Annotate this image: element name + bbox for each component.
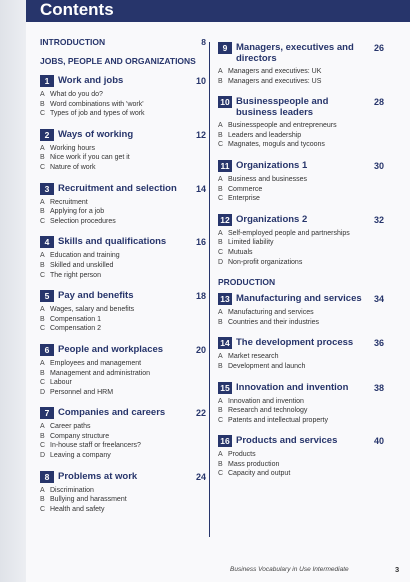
unit-page-number: 16: [195, 237, 206, 248]
topic-letter: C: [40, 325, 46, 333]
topic-item: [218, 185, 384, 195]
topic-letter: B: [40, 208, 45, 216]
topic-text: Products: [228, 451, 256, 459]
topic-text: What do you do?: [50, 91, 103, 98]
topic-item: [218, 362, 384, 372]
unit-page-number: 34: [373, 294, 384, 305]
topic-item: [40, 315, 206, 325]
topic-text: Applying for a job: [50, 208, 105, 216]
topic-text: Patents and intellectual property: [228, 416, 329, 424]
unit-topic-list: [218, 397, 384, 426]
unit-entry: [218, 382, 384, 426]
unit-title: The development process: [236, 337, 354, 349]
unit-entry: [218, 214, 384, 267]
topic-text: Working hours: [50, 144, 96, 152]
unit-number-badge: 10: [218, 96, 232, 108]
topic-text: Market research: [228, 353, 279, 361]
topic-item: [40, 100, 206, 110]
topic-item: [218, 194, 384, 204]
topic-text: Selection procedures: [50, 217, 116, 225]
topic-item: [218, 352, 384, 362]
unit-topic-list: [40, 90, 206, 119]
unit-entry: [40, 344, 206, 397]
unit-number-badge: 9: [218, 42, 232, 54]
unit-topic-list: [40, 305, 206, 334]
topic-item: [40, 324, 206, 334]
unit-topic-list: [218, 450, 384, 479]
topic-text: Career paths: [50, 423, 91, 431]
unit-page-number: 20: [195, 344, 206, 355]
unit-heading: [218, 160, 384, 172]
unit-topic-list: [218, 121, 384, 150]
unit-topic-list: [218, 175, 384, 204]
unit-number-badge: 7: [40, 407, 54, 419]
topic-letter: D: [40, 452, 46, 460]
unit-number-badge: 1: [40, 75, 54, 87]
topic-item: [218, 469, 384, 479]
unit-number-badge: 15: [218, 382, 232, 394]
topic-letter: A: [218, 68, 223, 75]
topic-letter: C: [218, 248, 224, 256]
page-number: 3: [395, 565, 400, 574]
topic-item: [218, 397, 384, 407]
topic-text: Company structure: [50, 432, 110, 440]
unit-number-badge: 12: [218, 214, 232, 226]
topic-letter: B: [218, 131, 223, 139]
topic-text: Recruitment: [50, 198, 88, 206]
topic-text: In-house staff or freelancers?: [50, 442, 141, 450]
topic-item: [40, 109, 206, 119]
topic-item: [218, 318, 384, 328]
unit-title: Managers, executives and directors: [236, 42, 354, 64]
unit-page-number: 24: [195, 471, 206, 482]
topic-item: [40, 198, 206, 208]
topic-letter: A: [40, 91, 45, 98]
topic-item: [218, 131, 384, 141]
unit-topic-list: [218, 352, 384, 371]
book-title-footer: Business Vocabulary in Use Intermediate: [230, 566, 349, 573]
unit-number-badge: 11: [218, 160, 232, 172]
topic-text: Capacity and output: [228, 470, 291, 478]
topic-letter: C: [218, 416, 224, 424]
topic-letter: C: [40, 163, 46, 171]
topic-letter: A: [218, 309, 223, 317]
topic-item: [40, 388, 206, 398]
unit-page-number: 10: [195, 76, 206, 86]
topic-letter: A: [40, 198, 45, 206]
section-heading-production: PRODUCTION: [218, 277, 276, 288]
topic-text: Types of job and types of work: [50, 110, 145, 118]
unit-heading: [218, 382, 384, 394]
unit-topic-list: [218, 67, 384, 86]
unit-topic-list: [40, 198, 206, 227]
unit-heading: [40, 183, 206, 195]
introduction-entry: [40, 37, 206, 47]
topic-text: Business and businesses: [228, 175, 307, 183]
unit-number-badge: 14: [218, 337, 232, 349]
unit-heading: [218, 337, 384, 349]
topic-item: [218, 77, 384, 87]
topic-text: Magnates, moguls and tycoons: [228, 141, 325, 149]
topic-text: Enterprise: [228, 195, 260, 203]
topic-item: [218, 248, 384, 258]
unit-heading: [40, 236, 206, 248]
unit-number-badge: 5: [40, 290, 54, 302]
unit-title: Problems at work: [58, 470, 138, 482]
topic-text: Managers and executives: US: [228, 77, 322, 85]
topic-item: [40, 271, 206, 281]
topic-text: Compensation 2: [50, 325, 101, 333]
page-binding-shadow: [0, 0, 26, 582]
topic-item: [40, 505, 206, 515]
unit-title: Companies and careers: [58, 407, 166, 419]
unit-entry: [218, 435, 384, 479]
topic-text: Employees and management: [50, 359, 142, 367]
unit-topic-list: [40, 251, 206, 280]
topic-item: [218, 460, 384, 470]
topic-text: Leaving a company: [50, 452, 111, 460]
unit-title: Organizations 1: [236, 159, 308, 171]
topic-text: Development and launch: [228, 362, 306, 370]
unit-entry: [40, 407, 206, 460]
topic-item: [218, 238, 384, 248]
topic-item: [40, 451, 206, 461]
topic-letter: C: [218, 141, 224, 149]
topic-letter: C: [40, 379, 46, 387]
topic-text: Wages, salary and benefits: [50, 306, 135, 314]
unit-topic-list: [40, 422, 206, 460]
topic-item: [218, 450, 384, 460]
topic-letter: A: [218, 451, 223, 459]
unit-topic-list: [40, 144, 206, 173]
topic-item: [218, 258, 384, 268]
topic-text: Personnel and HRM: [50, 388, 114, 396]
topic-item: [218, 308, 384, 318]
unit-heading: [218, 293, 384, 305]
unit-number-badge: 13: [218, 293, 232, 305]
unit-entry: [218, 42, 384, 86]
unit-heading: [40, 75, 206, 87]
unit-number-badge: 6: [40, 344, 54, 356]
introduction-label: INTRODUCTION: [40, 37, 106, 47]
topic-item: [40, 90, 206, 100]
topic-letter: B: [40, 496, 45, 504]
unit-heading: [218, 42, 384, 64]
unit-page-number: 32: [373, 214, 384, 225]
topic-item: [40, 251, 206, 261]
topic-letter: A: [40, 252, 45, 260]
topic-letter: C: [218, 195, 224, 203]
unit-page-number: 30: [373, 160, 384, 171]
topic-text: Leaders and leadership: [228, 131, 302, 139]
unit-page-number: 36: [373, 338, 384, 349]
topic-text: Research and technology: [228, 407, 308, 415]
topic-text: Limited liability: [228, 239, 274, 247]
topic-item: [218, 406, 384, 416]
topic-letter: B: [40, 432, 45, 440]
unit-title: Skills and qualifications: [58, 236, 167, 248]
topic-item: [40, 422, 206, 432]
topic-letter: B: [218, 239, 223, 247]
column-divider: [209, 42, 210, 537]
topic-letter: B: [218, 362, 223, 370]
unit-title: Work and jobs: [58, 75, 124, 86]
unit-entry: [218, 293, 384, 327]
unit-title: Pay and benefits: [58, 290, 134, 302]
topic-text: Labour: [50, 379, 72, 387]
topic-item: [40, 486, 206, 496]
topic-item: [218, 67, 384, 77]
topic-letter: A: [218, 122, 223, 130]
topic-text: Word combinations with 'work': [50, 100, 144, 108]
topic-text: Non-profit organizations: [228, 258, 303, 266]
unit-page-number: 18: [195, 291, 206, 302]
topic-letter: B: [218, 318, 223, 326]
unit-entry: [40, 75, 206, 119]
unit-topic-list: [218, 229, 384, 267]
unit-heading: [218, 214, 384, 226]
topic-letter: A: [40, 306, 45, 314]
topic-item: [40, 432, 206, 442]
unit-title: Manufacturing and services: [236, 293, 362, 305]
unit-entry: [218, 160, 384, 204]
topic-text: Skilled and unskilled: [50, 261, 114, 269]
topic-item: [40, 369, 206, 379]
topic-item: [40, 217, 206, 227]
unit-page-number: 40: [373, 436, 384, 447]
topic-item: [40, 163, 206, 173]
topic-text: Compensation 1: [50, 315, 101, 323]
topic-text: Countries and their industries: [228, 318, 320, 326]
topic-item: [218, 140, 384, 150]
topic-letter: A: [40, 144, 45, 152]
topic-item: [40, 261, 206, 271]
unit-title: Organizations 2: [236, 213, 308, 225]
unit-title: Ways of working: [58, 128, 134, 140]
topic-letter: B: [218, 77, 223, 85]
unit-topic-list: [218, 308, 384, 327]
unit-heading: [40, 129, 206, 141]
topic-item: [40, 378, 206, 388]
unit-number-badge: 8: [40, 471, 54, 483]
topic-item: [218, 121, 384, 131]
topic-item: [40, 153, 206, 163]
unit-heading: [40, 407, 206, 419]
topic-letter: D: [40, 388, 46, 396]
topic-text: Health and safety: [50, 505, 105, 513]
unit-title: Products and services: [236, 435, 338, 447]
unit-page-number: 12: [195, 129, 206, 140]
unit-number-badge: 3: [40, 183, 54, 195]
topic-letter: C: [40, 505, 46, 513]
page-title: Contents: [40, 0, 114, 19]
topic-text: Bullying and harassment: [50, 496, 127, 504]
topic-letter: A: [218, 175, 223, 183]
topic-letter: B: [218, 460, 223, 468]
unit-page-number: 26: [373, 43, 384, 53]
topic-text: Nature of work: [50, 163, 96, 171]
unit-title: Recruitment and selection: [58, 182, 177, 194]
topic-letter: A: [218, 397, 223, 405]
topic-item: [40, 144, 206, 154]
unit-heading: [40, 290, 206, 302]
unit-number-badge: 4: [40, 236, 54, 248]
unit-number-badge: 16: [218, 435, 232, 447]
topic-letter: A: [40, 359, 45, 367]
unit-title: Businesspeople and business leaders: [236, 96, 329, 119]
topic-letter: B: [218, 185, 223, 193]
unit-topic-list: [40, 359, 206, 397]
unit-page-number: 14: [195, 183, 206, 194]
topic-letter: A: [40, 423, 45, 431]
topic-item: [218, 416, 384, 426]
topic-letter: C: [40, 110, 46, 118]
topic-text: Manufacturing and services: [228, 309, 314, 317]
unit-entry: [40, 129, 206, 173]
topic-letter: A: [40, 486, 45, 494]
unit-title: People and workplaces: [58, 343, 164, 355]
topic-item: [218, 229, 384, 239]
production-unit-list: [218, 293, 384, 479]
unit-entry: [40, 471, 206, 515]
topic-text: Mutuals: [228, 248, 253, 256]
topic-item: [40, 305, 206, 315]
topic-letter: C: [218, 470, 224, 478]
left-unit-list: [40, 75, 206, 514]
topic-letter: B: [40, 261, 45, 269]
introduction-page: 8: [201, 37, 206, 47]
topic-letter: B: [40, 154, 45, 162]
left-column: [40, 37, 206, 524]
topic-text: Innovation and invention: [228, 397, 304, 405]
unit-number-badge: 2: [40, 129, 54, 141]
unit-entry: [40, 183, 206, 227]
topic-text: Self-employed people and partnerships: [228, 229, 350, 237]
topic-letter: A: [218, 353, 223, 361]
topic-letter: B: [218, 407, 223, 415]
topic-letter: A: [218, 229, 223, 237]
topic-text: Mass production: [228, 460, 280, 468]
topic-text: Nice work if you can get it: [50, 154, 130, 162]
unit-topic-list: [40, 486, 206, 515]
topic-text: Management and administration: [50, 369, 151, 377]
unit-heading: [218, 96, 384, 118]
topic-item: [40, 359, 206, 369]
unit-page-number: 38: [373, 382, 384, 393]
topic-letter: C: [40, 271, 46, 279]
unit-page-number: 28: [373, 97, 384, 108]
topic-letter: D: [218, 258, 224, 266]
topic-text: Managers and executives: UK: [228, 68, 322, 75]
topic-item: [40, 207, 206, 217]
topic-letter: C: [40, 442, 46, 450]
topic-item: [40, 495, 206, 505]
section-heading-jobs: JOBS, PEOPLE AND ORGANIZATIONS: [40, 56, 196, 66]
unit-entry: [40, 236, 206, 280]
topic-text: The right person: [50, 271, 101, 279]
unit-entry: [40, 290, 206, 334]
topic-text: Education and training: [50, 252, 120, 260]
topic-text: Businesspeople and entrepreneurs: [228, 122, 337, 130]
topic-item: [218, 175, 384, 185]
unit-entry: [218, 96, 384, 150]
unit-page-number: 22: [195, 408, 206, 419]
topic-text: Discrimination: [50, 486, 94, 494]
topic-item: [40, 441, 206, 451]
topic-text: Commerce: [228, 185, 263, 193]
unit-title: Innovation and invention: [236, 381, 349, 393]
topic-letter: C: [40, 217, 46, 225]
unit-heading: [40, 344, 206, 356]
topic-letter: B: [40, 100, 45, 108]
topic-letter: B: [40, 315, 45, 323]
unit-entry: [218, 337, 384, 371]
right-unit-list: [218, 42, 384, 267]
topic-letter: B: [40, 369, 45, 377]
right-column: [218, 42, 384, 489]
unit-heading: [40, 471, 206, 483]
unit-heading: [218, 435, 384, 447]
